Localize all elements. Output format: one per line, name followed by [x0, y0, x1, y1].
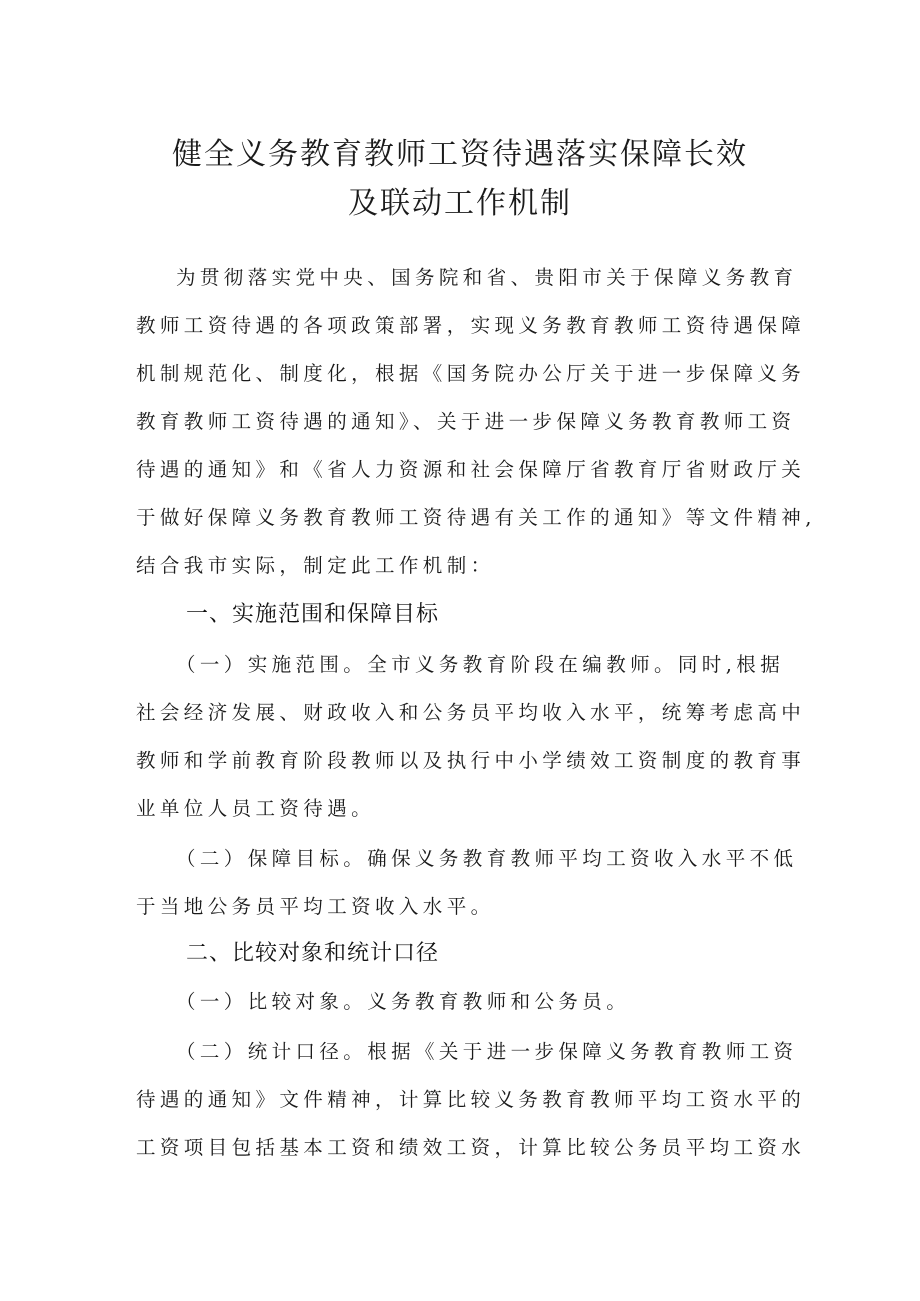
section2-para2-line: 待遇的通知》文件精神，计算比较义务教育教师平均工资水平的: [136, 1088, 806, 1111]
section-heading-2: 二、比较对象和统计口径: [186, 941, 440, 966]
document-title-line-1: 健全义务教育教师工资待遇落实保障长效: [172, 137, 748, 172]
section2-para1-line: （一）比较对象。义务教育教师和公务员。: [176, 990, 631, 1013]
intro-line: 结合我市实际，制定此工作机制：: [136, 554, 495, 577]
section2-para2-line: （二）统计口径。根据《关于进一步保障义务教育教师工资: [176, 1040, 798, 1063]
section1-para1-line: 教师和学前教育阶段教师以及执行中小学绩效工资制度的教育事: [136, 749, 806, 772]
section1-para2-line: 于当地公务员平均工资收入水平。: [136, 895, 495, 918]
section1-para1-line: （一）实施范围。全市义务教育阶段在编教师。同时,根据: [176, 653, 785, 676]
intro-line: 为贯彻落实党中央、国务院和省、贵阳市关于保障义务教育: [176, 266, 798, 289]
section1-para1-line: 社会经济发展、财政收入和公务员平均收入水平，统筹考虑高中: [136, 701, 806, 724]
section-heading-1: 一、实施范围和保障目标: [186, 602, 440, 627]
document-title-line-2: 及联动工作机制: [348, 186, 572, 221]
section1-para2-line: （二）保障目标。确保义务教育教师平均工资收入水平不低: [176, 847, 798, 870]
intro-line: 于做好保障义务教育教师工资待遇有关工作的通知》等文件精神,: [136, 506, 816, 529]
section2-para2-line: 工资项目包括基本工资和绩效工资，计算比较公务员平均工资水: [136, 1136, 806, 1159]
intro-line: 待遇的通知》和《省人力资源和社会保障厅省教育厅省财政厅关: [136, 458, 806, 481]
section1-para1-line: 业单位人员工资待遇。: [136, 797, 376, 820]
intro-line: 教师工资待遇的各项政策部署，实现义务教育教师工资待遇保障: [136, 314, 806, 337]
intro-line: 机制规范化、制度化，根据《国务院办公厅关于进一步保障义务: [136, 362, 806, 385]
intro-line: 教育教师工资待遇的通知》、关于进一步保障义务教育教师工资: [136, 410, 796, 433]
